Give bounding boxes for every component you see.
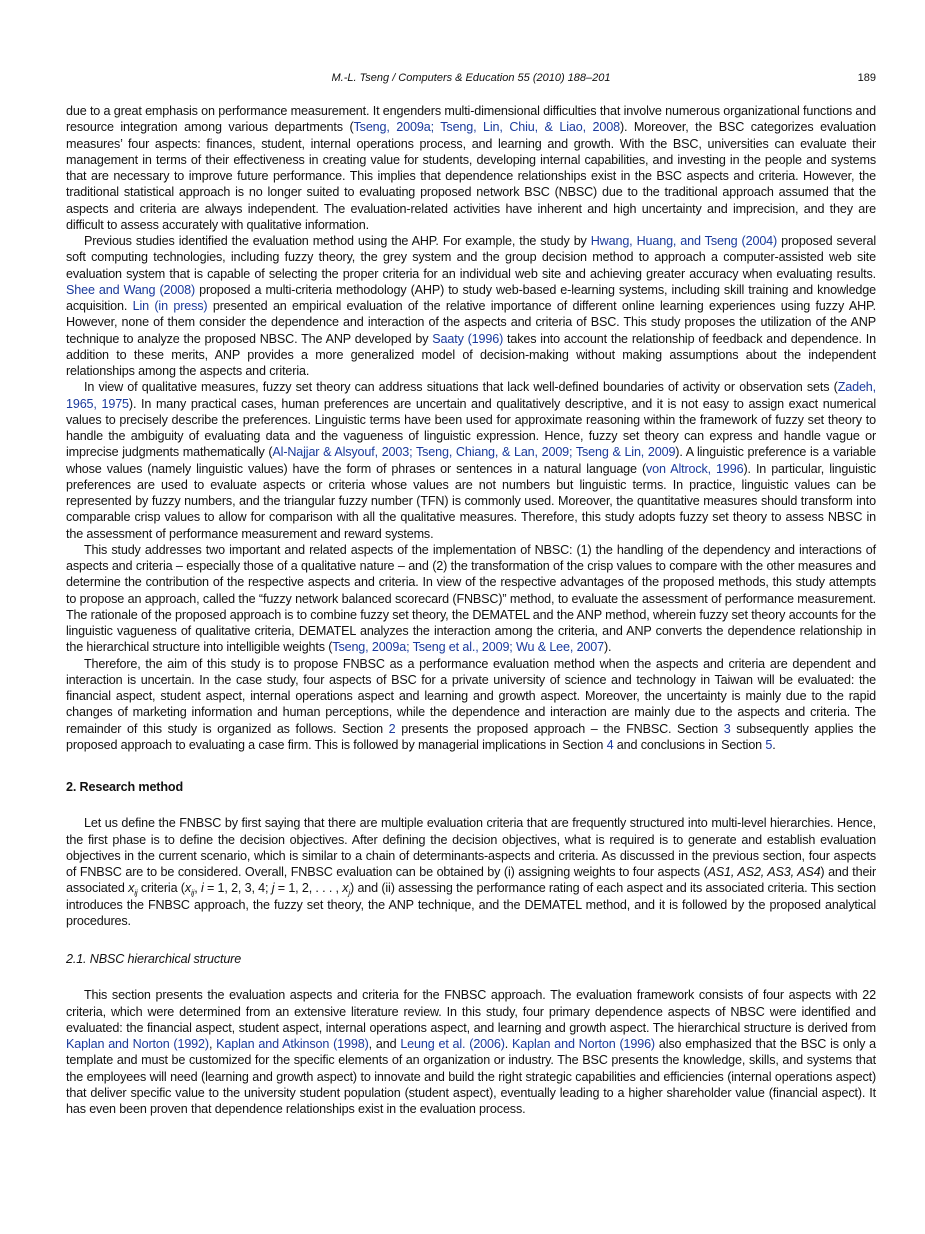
text-run: x: [184, 881, 191, 896]
subsection-heading: 2.1. NBSC hierarchical structure: [66, 952, 242, 966]
section-heading: 2. Research method: [66, 780, 183, 794]
text-run: .: [504, 1037, 513, 1051]
text-run: ). In particular, linguistic preferences are used to evaluate aspects or criteria whose values are not numbers but linguistic terms. In practice, linguistic values can be represented by fuzzy numbers, and the triangular fuzzy number (TFN) is commonly used. Moreover, the quantitative measures should transform into comparable crisp values to allow for comparison with all the qualitative measures. Therefore, this study adopts fuzzy set theory to assess NBSC in the assessment of performance measurement and reward systems.: [66, 461, 877, 541]
subscript: j: [348, 888, 351, 898]
paragraph: [66, 103, 876, 233]
text-run: , and: [368, 1037, 401, 1051]
paragraph: [66, 815, 876, 929]
text-run: This section presents the evaluation aspects and criteria for the FNBSC approach. The evaluation framework consists of four aspects with 22 criteria, which were determined from an extensive literature review. In this study, four primary dependence aspects of NBSC were identified and evaluated: the financial aspect, student aspect, internal operations aspect, and learning and growth aspect. The hierarchical structure is derived from: [66, 988, 876, 1035]
text-run: and conclusions in Section: [613, 737, 766, 752]
paragraph: [66, 233, 876, 379]
text-run: In view of qualitative measures, fuzzy set theory can address situations that lack well-defined boundaries of activity or observation sets (: [84, 380, 838, 395]
text-run: ) and (ii) assessing the performance rating of each aspect and its associated criteria. This section introduces the FNBSC approach, the fuzzy set theory, the ANP technique, and the DEMATEL method, and it is followed by the proposed analytical procedures.: [66, 881, 876, 928]
text-run: ,: [194, 881, 201, 896]
text-run: due to a great emphasis on performance measurement. It engenders multi-dimensional difficulties that involve numerous organizational functions and resource integration among various departments (: [66, 104, 876, 135]
text-run: .: [772, 737, 776, 752]
citation-link[interactable]: Lin (in press): [132, 299, 208, 313]
text-run: Let us define the FNBSC by first saying that there are multiple evaluation criteria that are frequently structured into multi-level hierarchies. Hence, the first phase is to define the decision objectives. After defining the decision objectives, what is required is to generate and establish evaluation objectives in the current scenario, which is similar to a chain of determinants-aspects and criteria. As discussed in the previous section, four aspects of FNBSC are to be considered. Overall, FNBSC evaluation can be obtained by (i) assigning weights to four aspects (: [66, 816, 876, 879]
text-run: x: [342, 881, 349, 896]
paragraph: [66, 542, 876, 656]
text-run: Therefore, the aim of this study is to propose FNBSC as a performance evaluation method when the aspects and criteria are dependent and interaction is uncertain. In the case study, four aspects of BSC for a private university of science and technology in Taiwan will be evaluated: the financial aspect, student aspect, internal operations aspect and learning and growth aspect. Moreover, the uncertainty is mainly due to the rapid changes of marketing information and human perceptions, while the dependence and interaction are mainly due to the aspects and criteria. The remainder of this study is organized as follows. Section: [66, 656, 876, 736]
text-run: proposed a multi-criteria methodology (AHP) to study web-based e-learning systems, including skill training and knowledge acquisition.: [66, 282, 876, 313]
text-run: = 1, 2, 3, 4;: [203, 881, 272, 896]
text-run: ).: [604, 640, 612, 655]
paragraph: [66, 379, 876, 542]
text-run: criteria (: [137, 881, 185, 896]
paragraph: [66, 656, 876, 754]
citation-link[interactable]: Kaplan and Norton (1992): [66, 1037, 209, 1051]
text-run: presents the proposed approach – the FNBSC. Section: [395, 721, 724, 736]
citation-link[interactable]: Kaplan and Atkinson (1998): [216, 1037, 369, 1051]
text-run: presented an empirical evaluation of the relative importance of different online learning experiences using fuzzy AHP. However, none of them consider the dependence and interaction of the aspects and criteria of BSC. This study proposes the utilization of the ANP technique to analyze the proposed NBSC. The ANP developed by: [66, 299, 876, 346]
running-header: [66, 72, 876, 84]
citation-link[interactable]: Tseng, 2009a; Tseng et al., 2009; Wu & Lee, 2007: [332, 640, 604, 655]
citation-link[interactable]: 5: [765, 737, 773, 752]
citation-link[interactable]: Kaplan and Norton (1996): [512, 1037, 655, 1051]
text-run: = 1, 2, . . . ,: [274, 881, 343, 896]
citation-link[interactable]: Shee and Wang (2008): [66, 282, 195, 297]
text-run: AS1, AS2, AS3, AS4: [707, 865, 821, 879]
citation-link[interactable]: von Altrock, 1996: [645, 461, 744, 476]
text-run: proposed several soft computing technologies, including fuzzy theory, the grey system and the group decision method to approach a computer-assisted web site evaluation system that is capable of selecting the proper criteria for an individual web site and achieving greater accuracy when evaluating results.: [66, 234, 877, 281]
subscript: ij: [134, 888, 138, 898]
citation-link[interactable]: Zadeh, 1965, 1975: [66, 380, 876, 411]
text-run: ). In many practical cases, human preferences are uncertain and qualitatively descriptive, and it is not easy to assign exact numerical values to precisely describe the preferences. Linguistic terms have been used for approximate reasoning within the framework of fuzzy set theory to handle the ambiguity of evaluating data and the vagueness of linguistic expression. Hence, fuzzy set theory can express and handle vague or imprecise judgments mathematically (: [66, 396, 876, 460]
text-run: subsequently applies the proposed approach to evaluating a case firm. This is followed by managerial implications in Section: [66, 721, 876, 752]
citation-link[interactable]: Tseng, 2009a; Tseng, Lin, Chiu, & Liao, 2008: [353, 120, 620, 135]
text-run: This study addresses two important and related aspects of the implementation of NBSC: (1) the handling of the dependency and interactions of aspects and criteria – especially those of a qualitative nature – and (2) the transformation of the crisp values to compare with the other measures and determine the contribution of the respective aspects and criteria. In view of the respective advantages of the proposed methods, this study attempts to propose an approach, called the “fuzzy network balanced scorecard (FNBSC)” method, to evaluate the assessment of performance measurement. The rationale of the proposed approach is to combine fuzzy set theory, the DEMATEL and the ANP method, wherein fuzzy set theory accounts for the linguistic vagueness of qualitative criteria, DEMATEL analyzes the interaction among the criteria, and ANP converts the dependence relationship in the hierarchical structure into intelligible weights (: [66, 542, 876, 655]
citation-link[interactable]: 4: [606, 737, 614, 752]
text-run: also emphasized that the BSC is only a template and must be customized for the specific elements of an organization or industry. The BSC presents the knowledge, skills, and systems that the employees will need (learning and growth aspect) to innovate and build the right strategic capabilities and efficiencies (internal operations aspect) that deliver specific value to the university student population (student aspect), eventually leading to a higher shareholder value (financial aspect). It has even been proven that dependence relationships exist in the evaluation process.: [66, 1037, 877, 1116]
citation-link[interactable]: Al-Najjar & Alsyouf, 2003; Tseng, Chiang, & Lan, 2009; Tseng & Lin, 2009: [272, 445, 676, 460]
text-run: takes into account the relationship of feedback and dependence. In addition to these merits, ANP provides a more generalized model of decision-making without making assumptions about the independent relationships among the aspects and criteria.: [66, 331, 876, 378]
paragraph: [66, 987, 876, 1117]
page-number: 189: [857, 72, 876, 84]
text-run: ). Moreover, the BSC categorizes evaluation measures’ four aspects: finances, student, internal operations process, and learning and growth. With the BSC, universities can evaluate their management in terms of their effectiveness in creating value for students, developing internal capabilities, and investing in the people and systems that are necessary to improve future performance. This implies that dependence relationships exist in the BSC aspects and criteria. However, the traditional statistical approach is no longer suited to evaluating proposed network BSC (NBSC) due to the traditional approach assumed that the aspects and criteria are always independent. The evaluation-related activities have inherent and high uncertainty and imprecision, and they are difficult to assess accurately with qualitative information.: [66, 120, 877, 232]
citation-link[interactable]: Leung et al. (2006): [400, 1037, 505, 1051]
text-run: ). A linguistic preference is a variable whose values (namely linguistic values) have the form of phrases or sentences in a natural language (: [66, 445, 876, 476]
text-run: i: [200, 881, 204, 896]
citation-link[interactable]: 2: [388, 721, 396, 736]
text-run: ,: [208, 1037, 217, 1051]
citation-link[interactable]: Saaty (1996): [432, 331, 504, 346]
text-run: j: [271, 881, 275, 896]
article-body: [66, 103, 876, 1117]
journal-citation: M.-L. Tseng / Computers & Education 55 (2010) 188–201: [331, 72, 611, 84]
citation-link[interactable]: Hwang, Huang, and Tseng (2004): [590, 234, 778, 248]
citation-link[interactable]: 3: [723, 721, 731, 736]
text-run: x: [128, 881, 135, 896]
text-run: Previous studies identified the evaluation method using the AHP. For example, the study by: [84, 234, 591, 248]
text-run: ) and their associated: [66, 865, 876, 896]
subscript: ij: [190, 888, 195, 898]
